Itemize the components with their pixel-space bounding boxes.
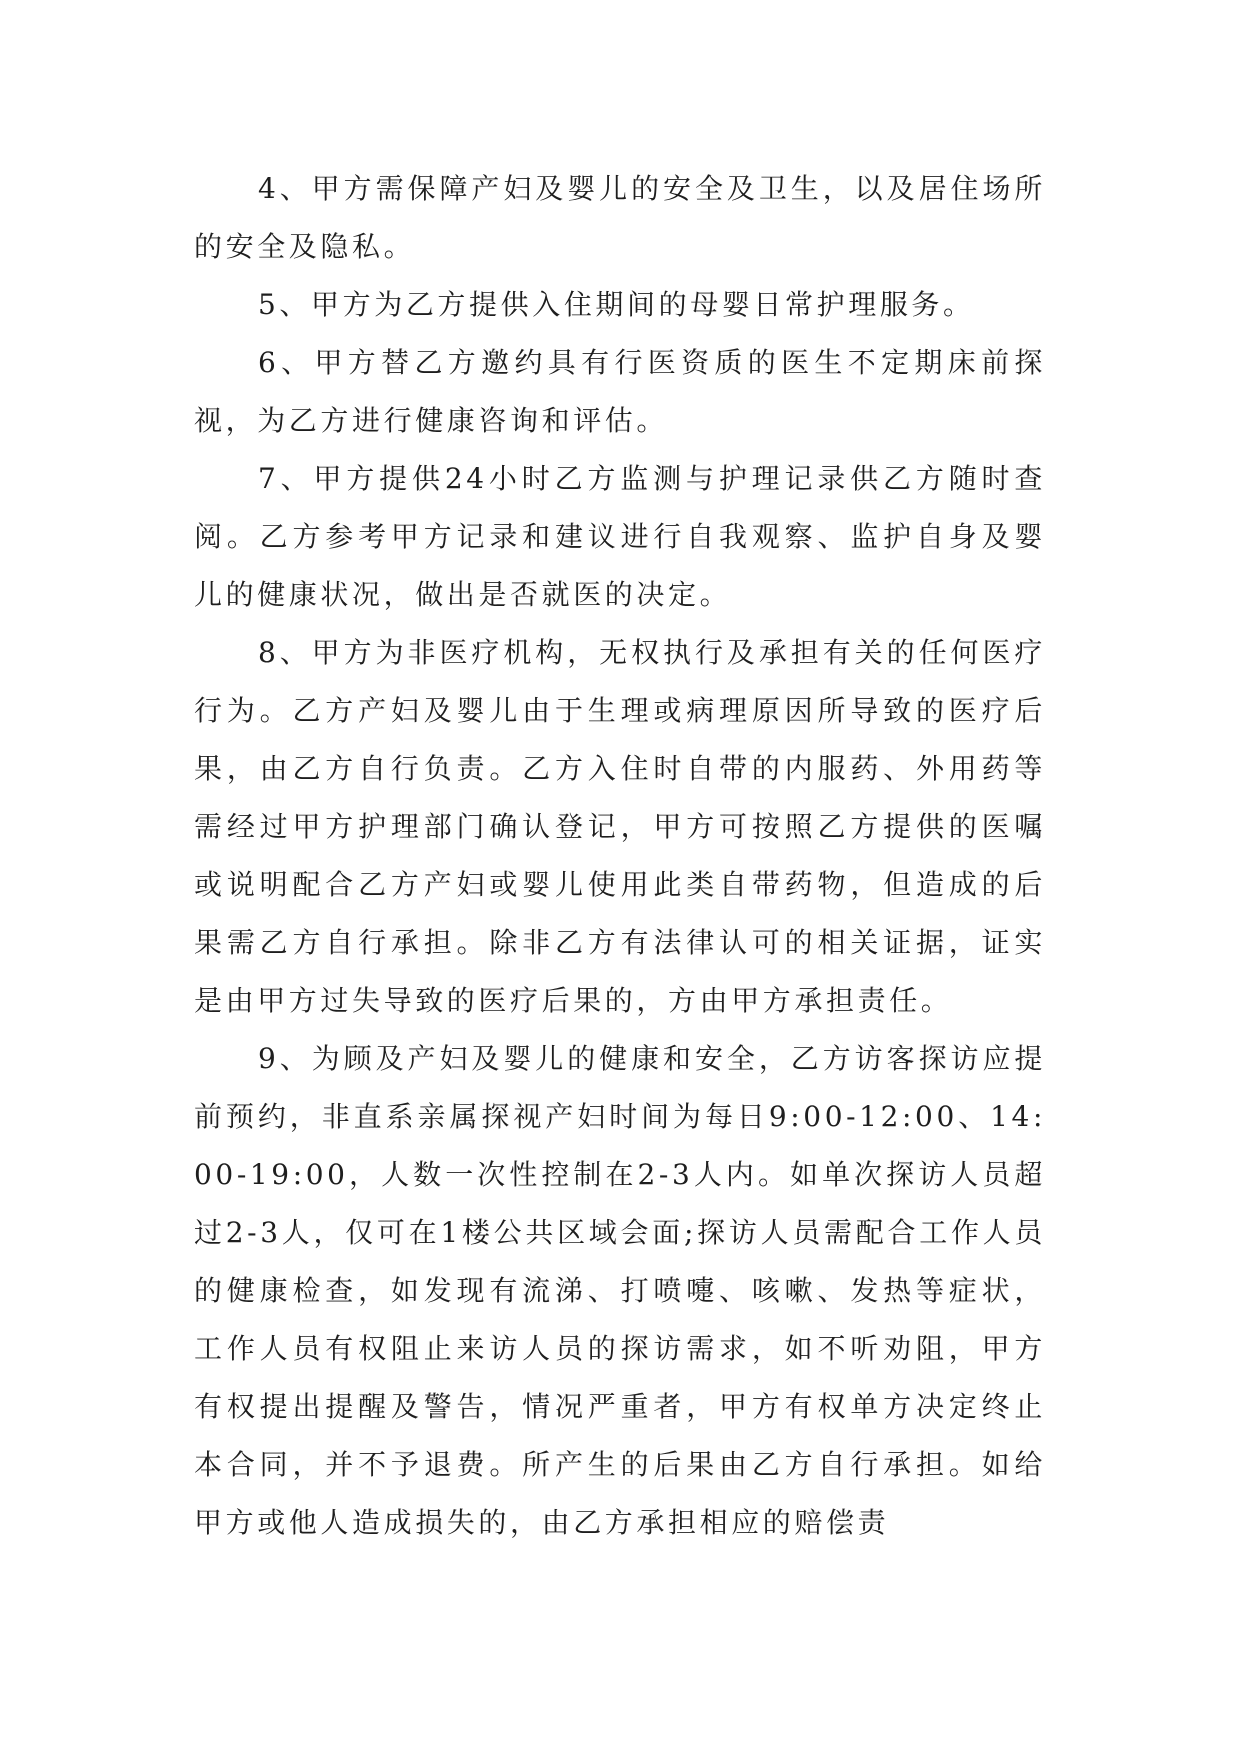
clause-4: 4、甲方需保障产妇及婴儿的安全及卫生，以及居住场所的安全及隐私。 xyxy=(194,172,1046,263)
clause-7: 7、甲方提供24小时乙方监测与护理记录供乙方随时查阅。乙方参考甲方记录和建议进行自我观察、监护自身及婴儿的健康状况，做出是否就医的决定。 xyxy=(194,462,1046,611)
clause-9: 9、为顾及产妇及婴儿的健康和安全，乙方访客探访应提前预约，非直系亲属探视产妇时间为每日9:00-12:00、14:00-19:00，人数一次性控制在2-3人内。如单次探访人员超过2-3人，仅可在1楼公共区域会面;探访人员需配合工作人员的健康检查，如发现有流涕、打喷嚏、咳嗽、发热等症状，工作人员有权阻止来访人员的探访需求，如不听劝阻，甲方有权提出提醒及警告，情况严重者，甲方有权单方决定终止本合同，并不予退费。所产生的后果由乙方自行承担。如给甲方或他人造成损失的，由乙方承担相应的赔偿责 xyxy=(194,1042,1046,1539)
clause-6: 6、甲方替乙方邀约具有行医资质的医生不定期床前探视，为乙方进行健康咨询和评估。 xyxy=(194,346,1046,437)
clause-8: 8、甲方为非医疗机构，无权执行及承担有关的任何医疗行为。乙方产妇及婴儿由于生理或病理原因所导致的医疗后果，由乙方自行负责。乙方入住时自带的内服药、外用药等需经过甲方护理部门确认登记，甲方可按照乙方提供的医嘱或说明配合乙方产妇或婴儿使用此类自带药物，但造成的后果需乙方自行承担。除非乙方有法律认可的相关证据，证实是由甲方过失导致的医疗后果的，方由甲方承担责任。 xyxy=(194,636,1046,1017)
document-body xyxy=(194,160,1046,1552)
clause-5: 5、甲方为乙方提供入住期间的母婴日常护理服务。 xyxy=(258,288,975,321)
